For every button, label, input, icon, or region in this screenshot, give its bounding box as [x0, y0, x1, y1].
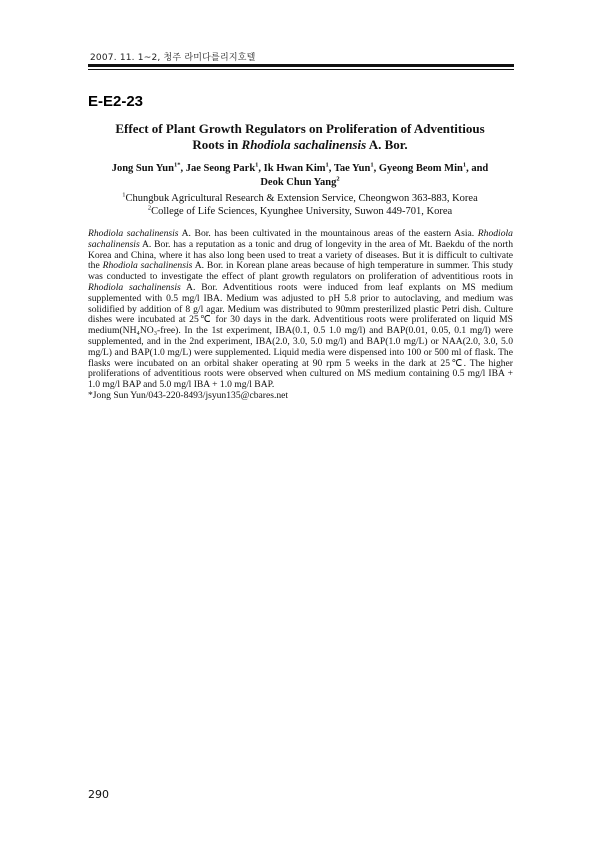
paper-title	[80, 121, 520, 153]
species-name: Rhodiola sachalinensis	[88, 228, 179, 239]
author-sup: 1	[255, 161, 259, 169]
author-name: Deok Chun Yang	[260, 177, 337, 188]
author-sup: 1*	[174, 161, 181, 169]
author-sep: ,	[258, 163, 264, 174]
affiliation-sup: 1	[122, 191, 126, 199]
abstract-code: E-E2-23	[88, 93, 144, 110]
abstract-text: A. Bor. Adventitious roots were induced from leaf explants on MS medium supplemented with 0.5 mg/l IBA. Medium was adjusted to pH 5.8 prior to autoclaving, and medium was solidified by addition of 8 g/l agar. Medium was distributed to 90mm presterilized plastic Petri dish. Culture dishes were incubated at 25℃ for 30 days in the dark. Adventitious roots were proliferated on liquid MS medium(NH₄NO₃-free). In the 1st experiment, IBA(0.1, 0.5 1.0 mg/l) and BAP(0.01, 0.05, 0.1 mg/l) were supplemented, and in the 2nd experiment, IBA(2.0, 3.0, 5.0 mg/l) and BAP(1.0 mg/L) or NAA(2.0, 3.0, 5.0 mg/L) and BAP(1.0 mg/L) were supplemented. Liquid media were dispensed into 100 or 500 ml of flask. The flasks were incubated on an orbital shaker operating at 90 rpm 5 weeks in the dark at 25℃. The higher proliferations of adventitious roots were observed when cultured on MS medium containing 0.5 mg/l IBA + 1.0 mg/l BAP and 5.0 mg/l IBA + 1.0 mg/l BAP.	[88, 281, 513, 391]
affiliation-text: Chungbuk Agricultural Research & Extension Service, Cheongwon 363-883, Korea	[125, 193, 478, 204]
affiliation-sup: 2	[147, 204, 152, 212]
page-header: 2007. 11. 1~2, 청주 라미다를리지호텔	[90, 53, 256, 63]
affiliation-1	[84, 192, 516, 205]
header-rule-thin	[88, 69, 514, 70]
abstract-body	[88, 229, 513, 402]
correspondence: *Jong Sun Yun/043-220-8493/jsyun135@cbares.net	[88, 389, 289, 401]
author-sup: 1	[325, 161, 329, 169]
author-sep: , and	[466, 163, 489, 174]
abstract-text: A. Bor. in Korean plane areas because of high temperature in summer. This study was conducted to investigate the effect of plant growth regulators on proliferation of adventitious roots in	[88, 260, 514, 283]
author-name: Jong Sun Yun	[111, 163, 174, 174]
affiliation-2	[84, 205, 516, 218]
title-line-2	[80, 137, 520, 153]
author-sup: 1	[370, 161, 374, 169]
species-name: Rhodiola sachalinensis	[88, 281, 181, 293]
author-name: Ik Hwan Kim	[263, 163, 326, 174]
affiliations	[84, 192, 516, 218]
abstract-text: A. Bor. has been cultivated in the mountainous areas of the eastern Asia.	[178, 228, 475, 239]
title-species: Rhodiola sachalinensis	[241, 137, 367, 152]
page-number: 290	[88, 788, 109, 801]
author-name: Tae Yun	[333, 163, 371, 174]
author-name: Jae Seong Park	[185, 163, 256, 174]
author-sup: 1	[462, 161, 467, 169]
title-line-1: Effect of Plant Growth Regulators on Proliferation of Adventitious	[115, 121, 485, 136]
title-line2-pre: Roots in	[192, 137, 242, 152]
abstract-text: A. Bor. has a reputation as a tonic and drug of longevity in the area of Mt. Baekdu of the north Korea and China, where it has also long been used to treat a variety of diseases. But it is difficult to cultivate the	[88, 238, 513, 272]
species-name: Rhodiola sachalinensis	[88, 228, 513, 250]
author-name: Gyeong Beom Min	[378, 163, 463, 174]
abstract-paragraph	[88, 229, 513, 391]
species-name: Rhodiola sachalinensis	[102, 260, 193, 272]
author-list	[84, 162, 516, 190]
author-sep: ,	[328, 163, 334, 174]
author-sep: ,	[373, 163, 379, 174]
author-sep: ,	[180, 163, 186, 174]
header-rule-thick	[88, 64, 514, 67]
title-line2-post: A. Bor.	[366, 137, 408, 152]
affiliation-text: College of Life Sciences, Kyunghee University, Suwon 449-701, Korea	[151, 206, 453, 217]
author-sup: 2	[336, 175, 340, 183]
